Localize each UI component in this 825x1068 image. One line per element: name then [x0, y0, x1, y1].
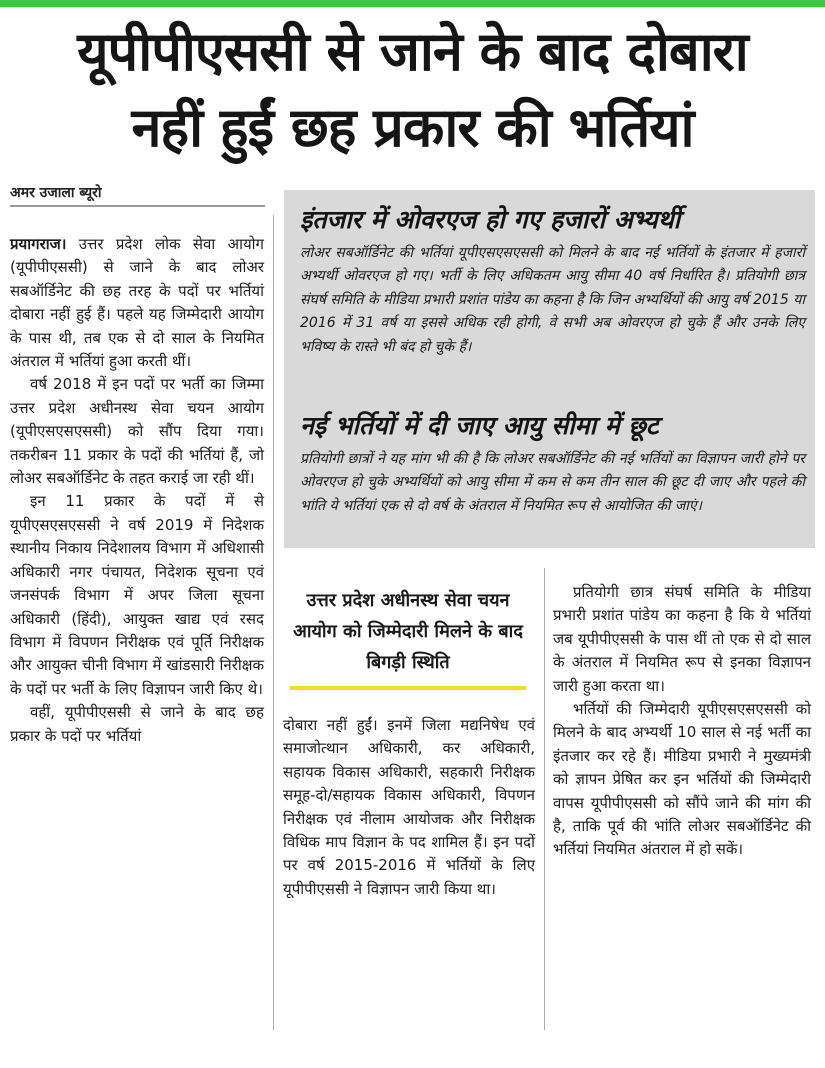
dateline: प्रयागराज।	[10, 235, 67, 253]
headline-line-1: यूपीपीएससी से जाने के बाद दोबारा	[77, 20, 748, 83]
article-column-2	[283, 714, 535, 901]
box-heading-age-relaxation: नई भर्तियों में दी जाए आयु सीमा में छूट	[300, 411, 659, 440]
article-paragraph: भर्तियों की जिम्मेदारी यूपीएसएसएससी को मिलने के बाद अभ्यर्थी 10 साल से नई भर्ती का इंतजार कर रहे हैं। मीडिया प्रभारी ने मुख्यमंत्री को ज्ञापन प्रेषित कर इन भर्तियों की जिम्मेदारी वापस यूपीपीएससी को सौंपे जाने की मांग की है, ताकि पूर्व की भांति लोअर सबऑर्डिनेट की भर्तियां नियमित अंतराल में हो सकें।	[553, 700, 811, 859]
byline: अमर उजाला ब्यूरो	[10, 185, 102, 201]
column-divider	[544, 568, 545, 1030]
article-paragraph: वहीं, यूपीपीएससी से जाने के बाद छह प्रकार के पदों पर भर्तियां	[10, 703, 264, 745]
article-column-1	[10, 233, 264, 748]
box-text-overage: लोअर सबऑर्डिनेट की भर्तियां यूपीएसएसएससी को मिलने के बाद नई भर्तियों के इंतजार में हजारों अभ्यर्थी ओवरएज हो गए। भर्ती के लिए अधिकतम आयु सीमा 40 वर्ष निर्धारित है। प्रतियोगी छात्र संघर्ष समिति के मीडिया प्रभारी प्रशांत पांडेय का कहना है कि जिन अभ्यर्थियों की आयु वर्ष 2015 या 2016 में 31 वर्ष या इससे अधिक रही होगी, वे सभी अब ओवरएज हो चुके हैं और उनके लिए भविष्य के रास्ते भी बंद हो चुके हैं।	[300, 245, 805, 355]
pull-quote: उत्तर प्रदेश अधीनस्थ सेवा चयन आयोग को जिम्मेदारी मिलने के बाद बिगड़ी स्थिति	[293, 590, 523, 673]
headline-line-2: नहीं हुईं छह प्रकार की भर्तियां	[131, 96, 694, 159]
headline	[0, 14, 825, 166]
box-heading-overage: इंतजार में ओवरएज हो गए हजारों अभ्यर्थी	[300, 205, 681, 234]
article-paragraph	[10, 233, 264, 373]
article-paragraph: इन 11 प्रकार के पदों में से यूपीएसएसएससी ने वर्ष 2019 में निदेशक स्थानीय निकाय निदेशालय विभाग में अधिशासी अधिकारी नगर पंचायत, निदेशक सूचना एवं जनसंपर्क विभाग में अपर जिला सूचना अधिकारी (हिंदी), आयुक्त खाद्य एवं रसद विभाग में विपणन निरीक्षक एवं पूर्ति निरीक्षक और आयुक्त चीनी विभाग में खांडसारी निरीक्षक के पदों पर भर्ती के लिए विज्ञापन जारी किए थे।	[10, 492, 264, 698]
pull-quote-underline	[290, 686, 526, 690]
column-divider	[273, 215, 274, 1030]
box-text-age-relaxation: प्रतियोगी छात्रों ने यह मांग भी की है कि लोअर सबऑर्डिनेट की नई भर्तियों का विज्ञापन जारी होने पर ओवरएज हो चुके अभ्यर्थियों को आयु सीमा में कम से कम तीन साल की छूट दी जाए और पहले की भांति ये भर्तियां एक से दो वर्ष के अंतराल में नियमित रूप से आयोजित की जाएं।	[300, 451, 805, 514]
paragraph-text: उत्तर प्रदेश लोक सेवा आयोग (यूपीपीएससी) से जाने के बाद लोअर सबऑर्डिनेट की छह तरह के पदों पर भर्तियां दोबारा नहीं हुई हैं। पहले यह जिम्मेदारी आयोग के पास थी, तब एक से दो साल के नियमित अंतराल में भर्तियां हुआ करती थीं।	[10, 235, 264, 371]
byline-divider	[10, 205, 265, 207]
top-accent-bar	[0, 0, 825, 7]
sidebar-box	[284, 190, 815, 548]
article-paragraph: प्रतियोगी छात्र संघर्ष समिति के मीडिया प्रभारी प्रशांत पांडेय का कहना है कि ये भर्तियां जब यूपीपीएससी के पास थीं तो एक से दो साल के अंतराल में नियमित रूप से इनका विज्ञापन जारी हुआ करता था।	[553, 583, 811, 695]
article-paragraph: वर्ष 2018 में इन पदों पर भर्ती का जिम्मा उत्तर प्रदेश अधीनस्थ सेवा चयन आयोग (यूपीएसएसएससी) को सौंप दिया गया। तकरीबन 11 प्रकार के पदों की भर्तियां हैं, जो लोअर सबऑर्डिनेट के तहत कराई जा रही थीं।	[10, 375, 264, 488]
article-paragraph: दोबारा नहीं हुईं। इनमें जिला मद्यनिषेध एवं समाजोत्थान अधिकारी, कर अधिकारी, सहायक विकास अधिकारी, सहकारी निरीक्षक समूह-दो/सहायक विकास अधिकारी, विपणन निरीक्षक एवं नीलाम आयोजक और निरीक्षक विधिक माप विज्ञान के पद शामिल हैं। इन पदों पर वर्ष 2015-2016 में भर्तियों के लिए यूपीपीएससी ने विज्ञापन जारी किया था।	[283, 716, 535, 898]
article-column-3	[553, 581, 811, 862]
